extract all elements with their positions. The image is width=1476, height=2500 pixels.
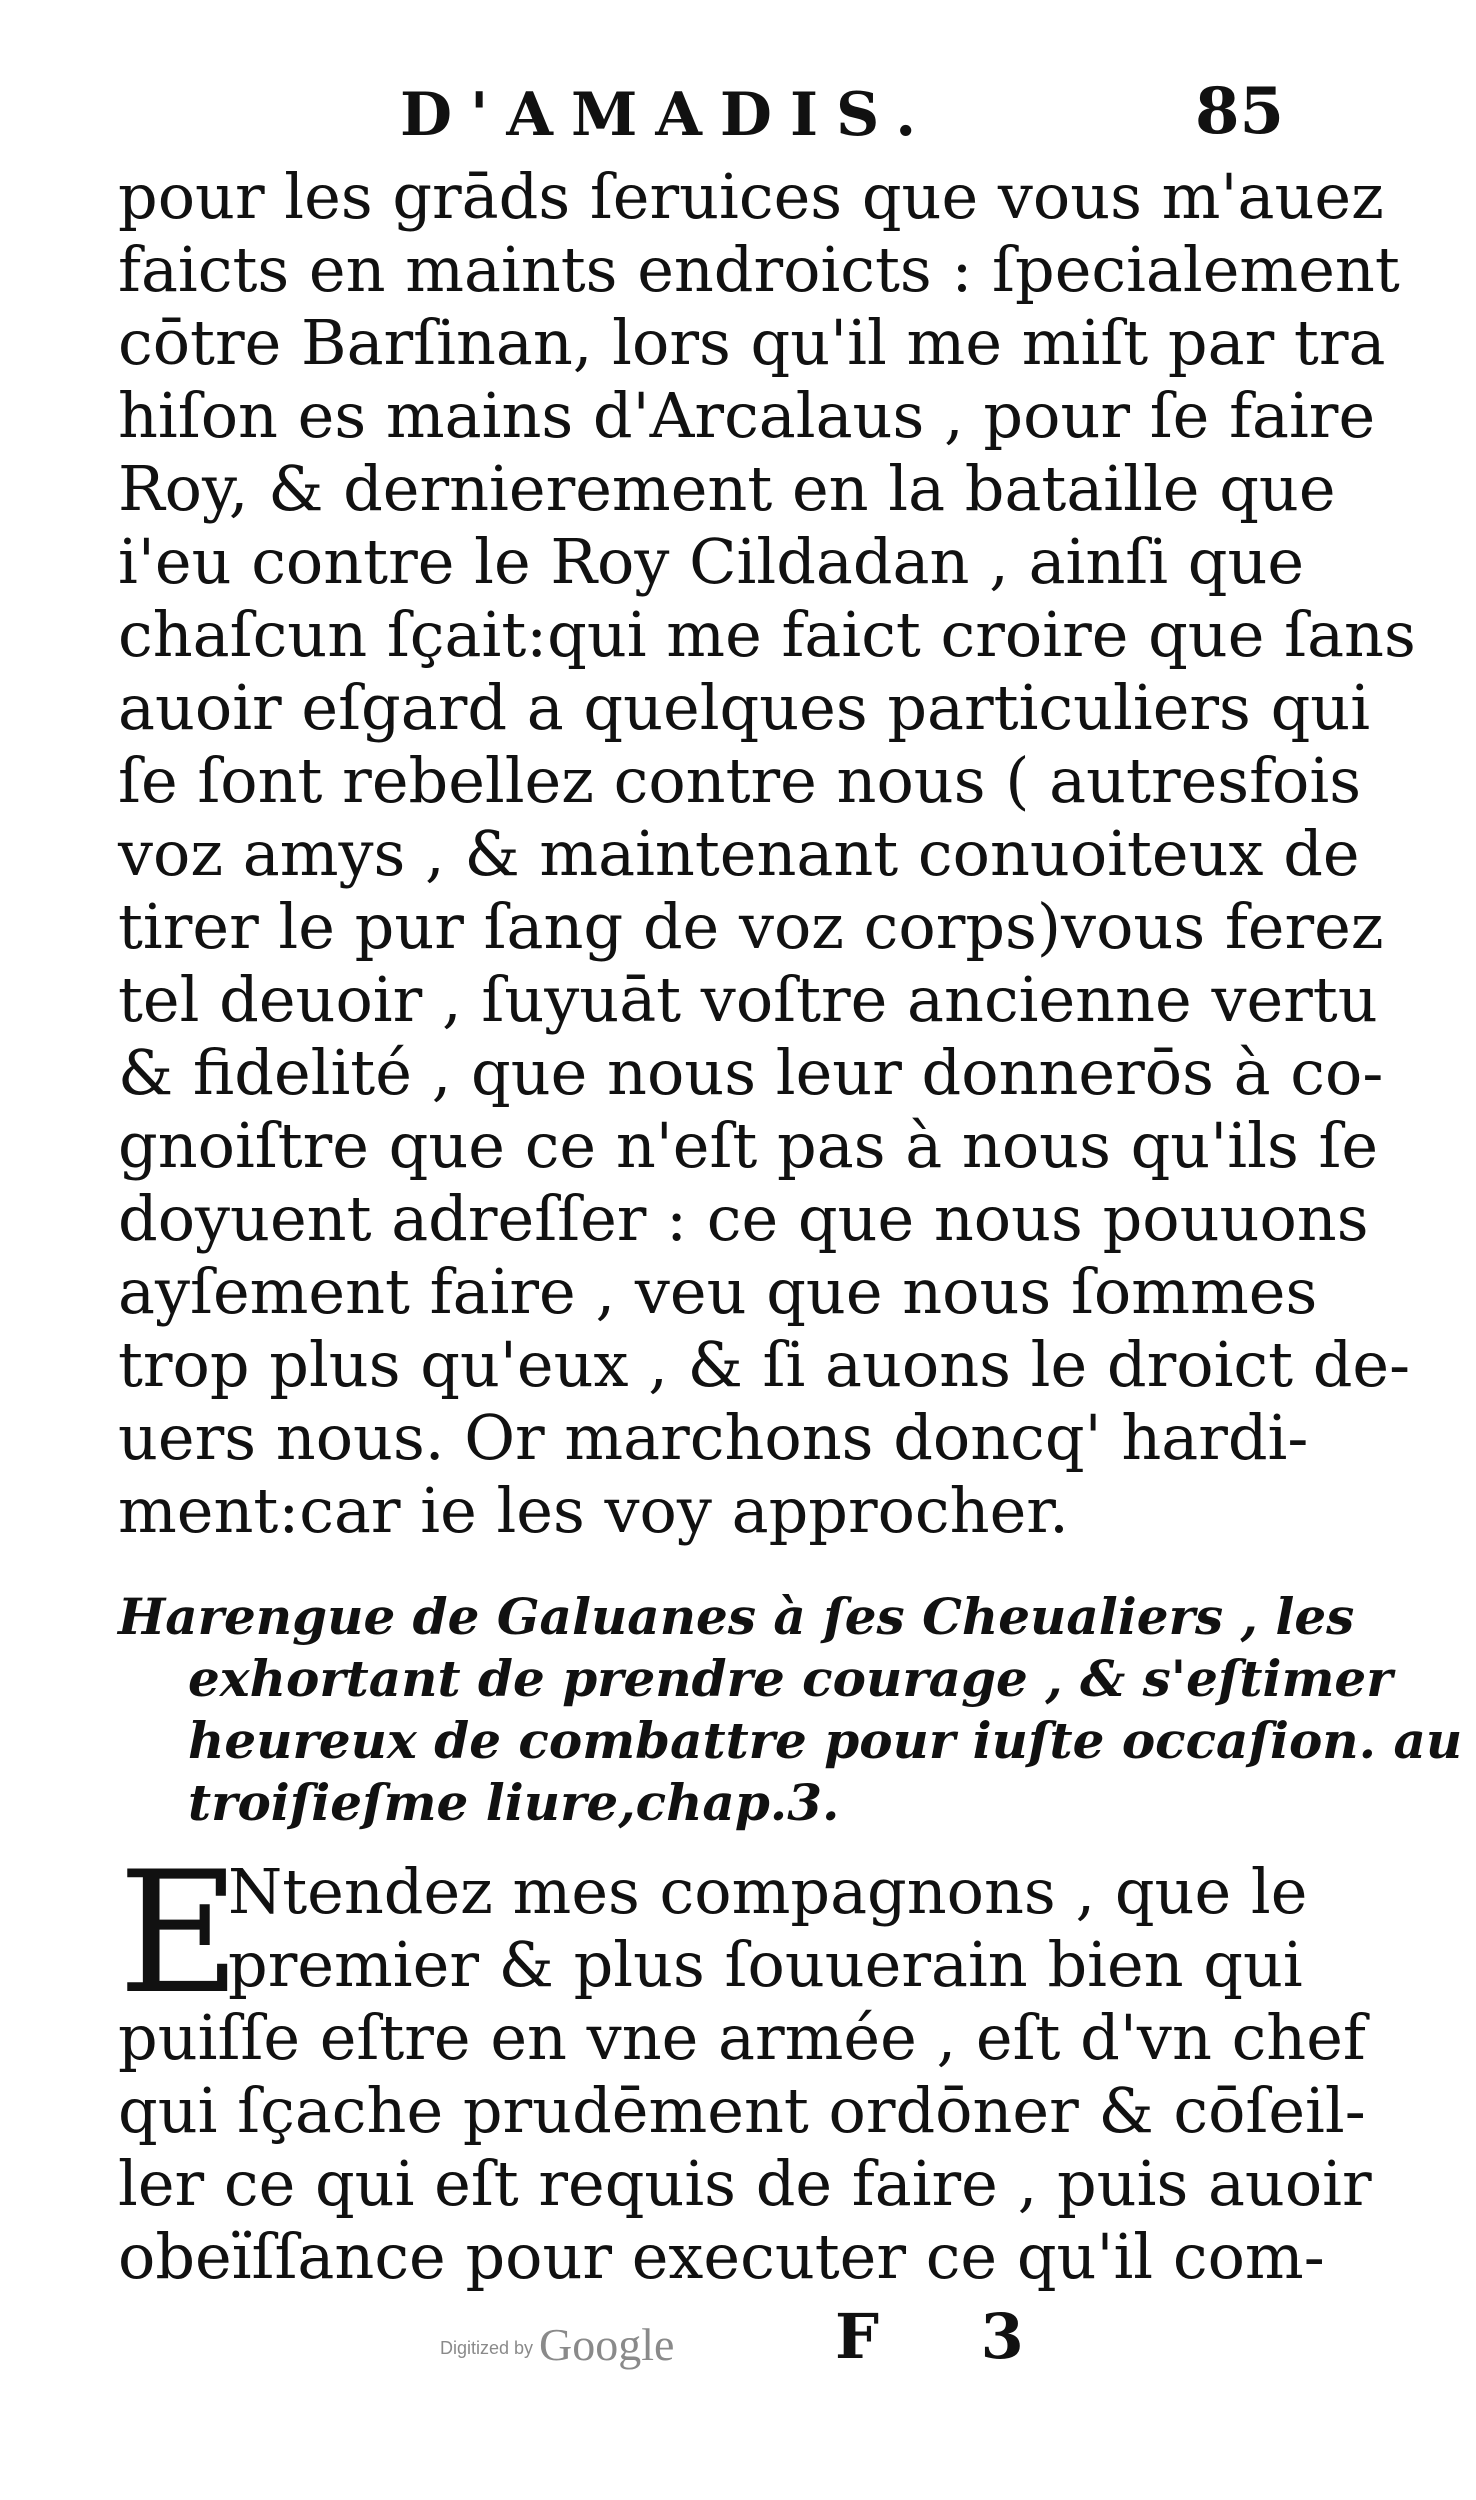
text-line: voz amys , & maintenant conuoiteux de (118, 817, 1360, 890)
section-heading (118, 1586, 1463, 1834)
text-line: i'eu contre le Roy Cildadan , ainſi que (118, 525, 1305, 598)
digitized-watermark (440, 2318, 674, 2371)
text-line: ſe ſont rebellez contre nous ( autresfois (118, 744, 1362, 817)
text-line: obeïſſance pour executer ce qu'il com- (118, 2220, 1325, 2293)
text-line: premier & plus ſouuerain bien qui (228, 1928, 1303, 2001)
google-wordmark: Google (539, 2319, 675, 2370)
text-line: Roy, & dernierement en la bataille que (118, 452, 1336, 525)
text-line: puiſſe eſtre en vne armée , eſt d'vn chef (118, 2001, 1366, 2074)
signature-mark: F 3 (835, 2300, 1064, 2373)
heading-line: exhortant de prendre courage , & s'eſtimer (188, 1649, 1393, 1708)
text-line: faicts en maints endroicts : ſpecialement (118, 233, 1400, 306)
text-line: & fidelité , que nous leur donnerōs à co- (118, 1036, 1384, 1109)
running-header-title: D'AMADIS. (400, 80, 935, 150)
heading-line: heureux de combattre pour iuſte occaſion. au (188, 1711, 1463, 1770)
text-line: tirer le pur ſang de voz corps)vous ferez (118, 890, 1384, 963)
heading-line: troiſieſme liure,chap.3. (188, 1773, 840, 1832)
text-line: uers nous. Or marchons doncq' hardi- (118, 1401, 1309, 1474)
text-line: hiſon es mains d'Arcalaus , pour ſe faire (118, 379, 1376, 452)
text-line: cōtre Barſinan, lors qu'il me miſt par tra (118, 306, 1386, 379)
text-line: ler ce qui eſt requis de faire , puis auoir (118, 2147, 1372, 2220)
text-line: Ntendez mes compagnons , que le (228, 1855, 1308, 1928)
text-line: ment:car ie les voy approcher. (118, 1474, 1069, 1547)
text-line: qui ſçache prudēment ordōner & cōſeil- (118, 2074, 1366, 2147)
second-paragraph (118, 1835, 1372, 2293)
text-line: trop plus qu'eux , & ſi auons le droict de- (118, 1328, 1411, 1401)
body-paragraph (118, 160, 1416, 1547)
text-line: gnoiſtre que ce n'eſt pas à nous qu'ils ſe (118, 1109, 1379, 1182)
text-line: doyuent adreſſer : ce que nous pouuons (118, 1182, 1369, 1255)
text-line: ayſement faire , veu que nous ſommes (118, 1255, 1318, 1328)
text-line: chaſcun ſçait:qui me faict croire que ſans (118, 598, 1416, 671)
page-number: 85 (1195, 74, 1285, 149)
drop-cap-letter: E (118, 1835, 241, 2031)
text-line: auoir eſgard a quelques particuliers qui (118, 671, 1371, 744)
text-line: tel deuoir , ſuyuāt voſtre ancienne vertu (118, 963, 1378, 1036)
heading-line: Harengue de Galuanes à ſes Cheualiers , les (118, 1587, 1355, 1646)
digitized-by-label: Digitized by (440, 2338, 534, 2358)
text-line: pour les grāds ſeruices que vous m'auez (118, 160, 1384, 233)
